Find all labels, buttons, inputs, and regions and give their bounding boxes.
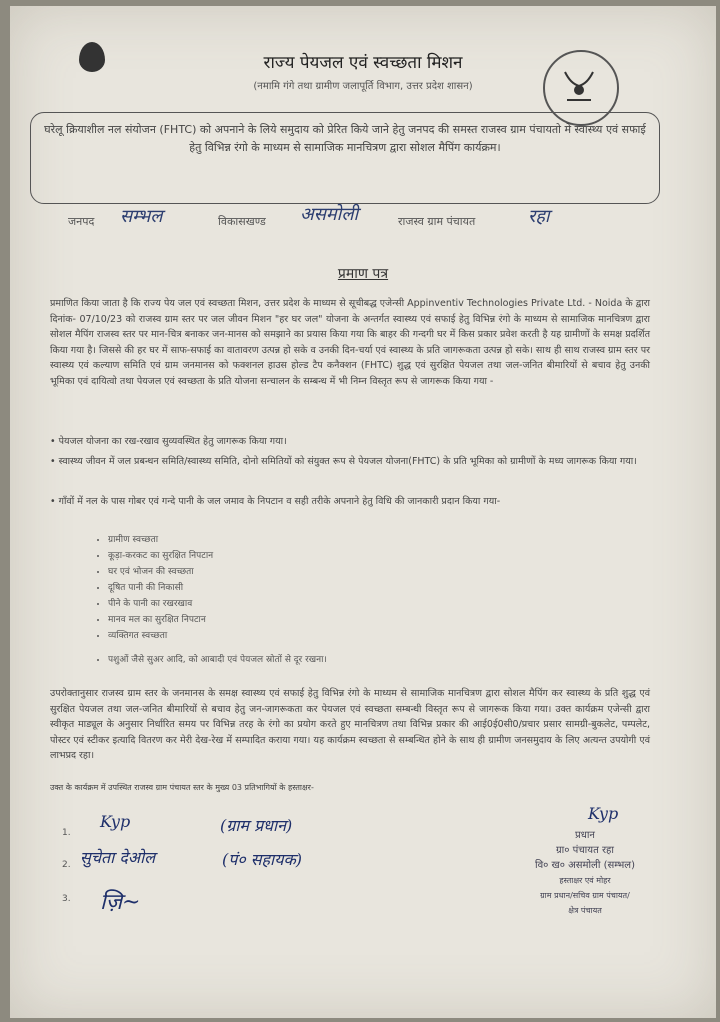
list-item: • कूड़ा-करकट का सुरक्षित निपटान (108, 548, 327, 564)
list-item: • दूषित पानी की निकासी (108, 580, 327, 596)
point-maintenance: • पेयजल योजना का रख-रखाव सुव्यवस्थित हेतु जागरूक किया गया। (50, 436, 287, 447)
list-item: • पशुओं जैसे सुअर आदि, को आबादी एवं पेयजल स्रोतों से दूर रखना। (108, 652, 327, 668)
signature-1-role: (ग्राम प्रधान) (220, 816, 293, 835)
stamp-sign-label: हस्ताक्षर एवं मोहर (559, 876, 611, 885)
point-committees: • स्वास्थ्य जीवन में जल प्रबन्धन समिति/स्वास्थ्य समिति, दोनो समितियों को संयुक्त रूप से पेयजल योजना(FHTC) के प्रति भूमिका को ग्रामीणों के मध्य जागरूक किया गया। (50, 456, 637, 467)
signature-number-1: 1. (62, 828, 71, 838)
summary-paragraph: उपरोक्तानुसार राजस्व ग्राम स्तर के जनमानस के समक्ष स्वास्थ्य एवं सफाई हेतु विभिन्न रंगो के माध्यम से सामाजिक मानचित्रण द्वारा सोशल मैपिंग कर स्वास्थ्य के प्रति शुद्ध एवं सुरक्षित पेयजल तथा जल-जनित बीमारियों से बचाव हेतु जन-जागरूकता कर पेयजल एवं स्वच्छता सम्बन्धी विस्तृत रूप से जागरूक किया गया। उक्त कार्यक्रम एजेन्सी द्वारा स्वीकृत माड्यूल के अनुसार निर्धारित समय पर विभिन्न तरह के रंगो का प्रयोग करते हुए मानचित्रण तथा विभिन्न प्रकार की आई0ई0सी0/प्रचार प्रसार सामग्री-बुकलेट, पम्पलेट, पोस्टर एवं स्टीकर इत्यादि वितरण कर मेरी देख-रेख में सम्पादित कराया गया। यह कार्यक्रम स्वच्छता से सम्बन्धित होने के साथ ही ग्रामीण जनसमुदाय के लिए अत्यन्त उपयोगी एवं लाभप्रद रहा। (50, 688, 650, 761)
list-item: • घर एवं भोजन की स्वच्छता (108, 564, 327, 580)
district-value: सम्भल (120, 206, 163, 227)
signature-1: Kyp (100, 812, 131, 831)
signature-2-name: सुचेता देओल (80, 848, 156, 867)
page-subtitle: (नमामि गंगे तथा ग्रामीण जलापूर्ति विभाग, उत्तर प्रदेश शासन) (253, 81, 473, 92)
witness-note: उक्त के कार्यक्रम में उपस्थित राजस्व ग्राम पंचायत स्तर के मुख्य 03 प्रतिभागियों के हस्ताक्षर- (50, 783, 314, 792)
stamp-line-1: ग्रा० पंचायत रहा (556, 845, 614, 856)
signature-number-3: 3. (62, 894, 71, 904)
district-label: जनपद (68, 215, 95, 228)
stamp-line-2: वि० ख० असमोली (सम्भल) (535, 860, 635, 871)
list-item: • व्यक्तिगत स्वच्छता (108, 628, 327, 644)
signature-3: ज़ि~ (100, 890, 141, 915)
pradhan-signature: Kyp (588, 804, 619, 823)
gram-panchayat-value: रहा (528, 206, 550, 227)
certificate-heading: प्रमाण पत्र (337, 266, 389, 282)
list-item: • मानव मल का सुरक्षित निपटान (108, 612, 327, 628)
signature-2-role: (पं० सहायक) (222, 850, 303, 869)
certificate-body-paragraph: प्रमाणित किया जाता है कि राज्य पेय जल एवं स्वच्छता मिशन, उत्तर प्रदेश के माध्यम से सूचीबद्ध एजेन्सी Appinventiv Technologies Private Ltd. - Noida के द्वारा दिनांक- 07/10/23 को राजस्व ग्राम स्तर पर जल जीवन मिशन "हर घर जल" योजना के अन्तर्गत स्वास्थ्य एवं सफाई हेतु विभिन्न रंगो के माध्यम से सामाजिक मानचित्रण द्वारा सोशल मैपिंग राजस्व स्तर पर मान-चित्र बनाकर जन-मानस को समझाने का प्रयास किया गया कि बाहर की गन्दगी घर में किस प्रकार प्रवेश करती है यह ग्रामीणों के समक्ष प्रदर्शित किया गया है। जिससे की हर घर में साफ-सफाई का वातावरण उत्पन्न हो सके व उनकी दिन-चर्या एवं स्वास्थ्य के प्रति जागरूकता उत्पन्न हो सके। साथ ही साथ राजस्व ग्राम स्तर पर स्वास्थ्य एवं कल्याण समिति एवं ग्राम जनमानस को फक्शनल हाउस होल्ड टैप कनैक्शन (FHTC) शुद्ध एवं सुरक्षित पेयजल तथा जल-जनित बीमारियों से बचाव हेतु उनकी भूमिका एवं दायित्वो तथा पेयजल एवं स्वच्छता के प्रति योजना सन्चालन के सम्बन्ध में भी निम्न विस्तृत रूप से जागरूक किया गया - (50, 298, 650, 387)
stamp-caption-2: क्षेत्र पंचायत (568, 906, 602, 915)
program-description-box: घरेलू क्रियाशील नल संयोजन (FHTC) को अपनाने के लिये समुदाय को प्रेरित किये जाने हेतु जनपद की समस्त राजस्व ग्राम पंचायतो में स्वास्थ्य एवं सफाई हेतु विभिन्न रंगो के माध्यम से सामाजिक मानचित्रण द्वारा सोशल मैपिंग कार्यक्रम। (30, 112, 660, 204)
page-title: राज्य पेयजल एवं स्वच्छता मिशन (263, 53, 463, 73)
signature-number-2: 2. (62, 860, 71, 870)
pradhan-stamp (510, 828, 660, 918)
list-item: • ग्रामीण स्वच्छता (108, 532, 327, 548)
stamp-title: प्रधान (575, 830, 595, 841)
stamp-caption: ग्राम प्रधान/सचिव ग्राम पंचायत/ (540, 891, 630, 900)
awareness-topics-list (94, 532, 327, 668)
point-drainage: • गाँवों में नल के पास गोबर एवं गन्दे पानी के जल जमाव के निपटान व सही तरीके अपनाने हेतु विधि की जानकारी प्रदान किया गया- (50, 496, 501, 507)
gram-panchayat-label: राजस्व ग्राम पंचायत (398, 215, 476, 228)
list-item: • पीने के पानी का रखरखाव (108, 596, 327, 612)
certificate-page (10, 6, 716, 1018)
block-value: असमोली (300, 204, 359, 225)
block-label: विकासखण्ड (218, 215, 266, 228)
